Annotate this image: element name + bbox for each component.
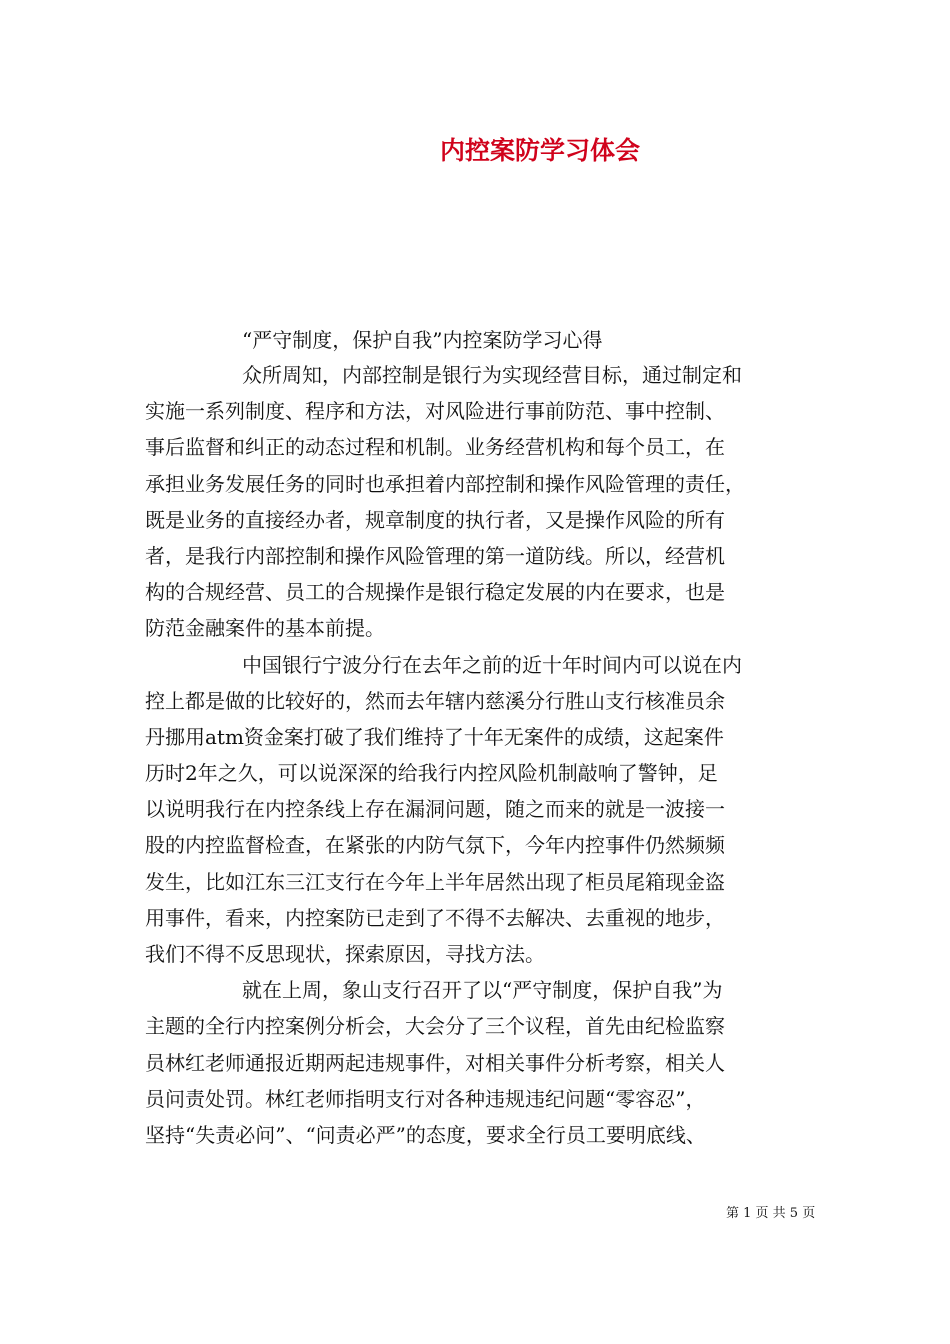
paragraph-line: 员问责处罚。林红老师指明支行对各种违规违纪问题“零容忍”，	[145, 1086, 706, 1111]
document-subtitle: “严守制度，保护自我”内控案防学习心得	[242, 328, 603, 352]
paragraph-line: 实施一系列制度、程序和方法，对风险进行事前防范、事中控制、	[145, 399, 725, 424]
paragraph-2	[145, 647, 810, 973]
paragraph-line: 坚持“失责必问”、“问责必严”的态度，要求全行员工要明底线、	[145, 1122, 706, 1147]
paragraph-line: 众所周知，内部控制是银行为实现经营目标，通过制定和	[242, 363, 742, 387]
paragraph-line: 承担业务发展任务的同时也承担着内部控制和操作风险管理的责任，	[145, 471, 745, 496]
paragraph-line: 控上都是做的比较好的，然而去年辖内慈溪分行胜山支行核准员余	[145, 688, 725, 713]
document-body	[145, 357, 810, 1153]
paragraph-3	[145, 972, 810, 1153]
paragraph-1	[145, 357, 810, 647]
paragraph-line: 丹挪用atm资金案打破了我们维持了十年无案件的成绩，这起案件	[145, 724, 724, 749]
paragraph-line: 中国银行宁波分行在去年之前的近十年时间内可以说在内	[242, 652, 742, 677]
paragraph-line: 股的内控监督检查，在紧张的内防气氛下，今年内控事件仍然频频	[145, 833, 725, 858]
paragraph-line: 用事件，看来，内控案防已走到了不得不去解决、去重视的地步，	[145, 905, 725, 930]
paragraph-line: 构的合规经营、员工的合规操作是银行稳定发展的内在要求，也是	[145, 580, 725, 605]
paragraph-line: 我们不得不反思现状，探索原因，寻找方法。	[145, 942, 545, 966]
paragraph-line: 历时2年之久，可以说深深的给我行内控风险机制敲响了警钟，足	[145, 761, 718, 786]
paragraph-line: 发生，比如江东三江支行在今年上半年居然出现了柜员尾箱现金盗	[145, 869, 725, 894]
paragraph-line: 防范金融案件的基本前提。	[145, 616, 385, 641]
page-number: 第 1 页 共 5 页	[726, 1206, 816, 1221]
paragraph-line: 以说明我行在内控条线上存在漏洞问题，随之而来的就是一波接一	[145, 797, 725, 822]
paragraph-line: 既是业务的直接经办者，规章制度的执行者，又是操作风险的所有	[145, 507, 725, 532]
paragraph-line: 事后监督和纠正的动态过程和机制。业务经营机构和每个员工，在	[145, 435, 725, 460]
document-title: 内控案防学习体会	[439, 136, 640, 165]
paragraph-line: 者，是我行内部控制和操作风险管理的第一道防线。所以，经营机	[145, 543, 725, 568]
paragraph-line: 就在上周，象山支行召开了以“严守制度，保护自我”为	[242, 978, 723, 1003]
paragraph-line: 员林红老师通报近期两起违规事件，对相关事件分析考察，相关人	[145, 1050, 725, 1075]
paragraph-line: 主题的全行内控案例分析会，大会分了三个议程，首先由纪检监察	[145, 1014, 725, 1039]
